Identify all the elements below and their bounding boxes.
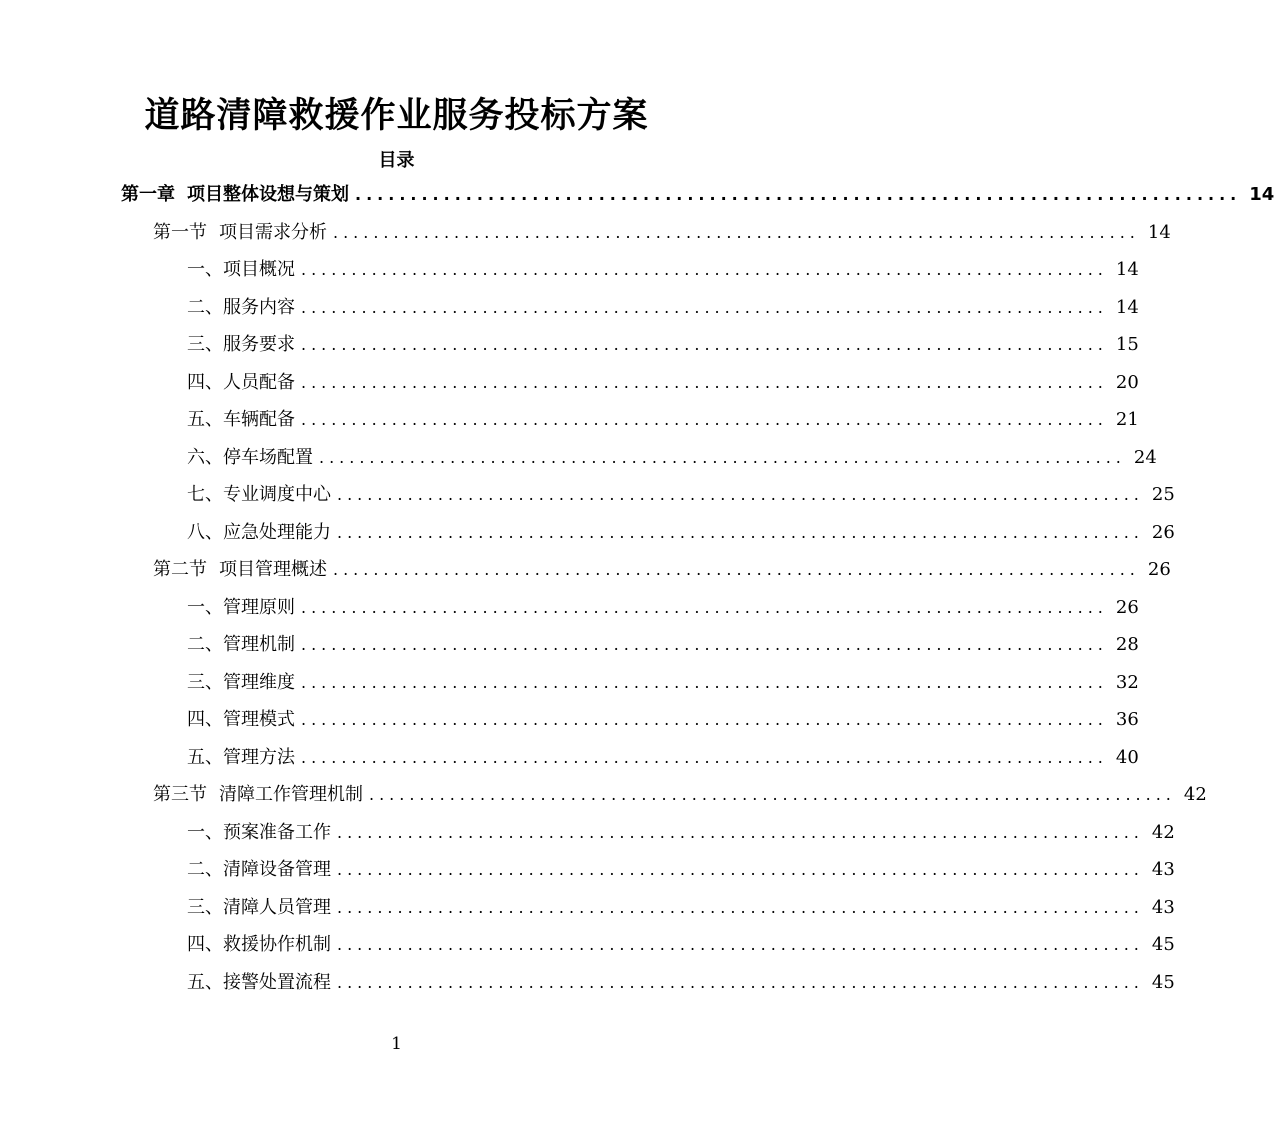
toc-leader-dots: ................................................................................ — [301, 260, 1108, 279]
toc-entry[interactable] — [187, 853, 1175, 887]
toc-entry-title: 四、人员配备 — [187, 371, 295, 393]
toc-entry-number: 第一章 — [121, 184, 175, 205]
toc-entry-title: 一、预案准备工作 — [187, 821, 331, 843]
toc-entry[interactable] — [187, 741, 1139, 775]
toc-leader-dots: ................................................................................ — [337, 860, 1144, 879]
toc-leader-dots: ................................................................................ — [355, 185, 1242, 204]
toc-leader-dots: ................................................................................ — [301, 597, 1108, 617]
toc-leader-dots: ................................................................................ — [337, 935, 1144, 954]
toc-entry-page: 45 — [1151, 934, 1175, 955]
toc-entry-title: 五、车辆配备 — [187, 409, 295, 430]
toc-entry-title: 二、清障设备管理 — [187, 859, 331, 880]
toc-entry[interactable] — [187, 591, 1139, 625]
toc-entry-title: 六、停车场配置 — [187, 446, 313, 468]
toc-entry-title: 八、应急处理能力 — [187, 521, 331, 543]
toc-heading: 目录 — [378, 150, 415, 171]
toc-entry-page: 26 — [1151, 521, 1175, 543]
toc-entry-title: 三、服务要求 — [187, 334, 295, 355]
toc-entry-title: 三、管理维度 — [187, 671, 295, 693]
toc-entry[interactable] — [187, 928, 1175, 962]
toc-entry[interactable] — [153, 778, 1207, 812]
toc-entry-page: 14 — [1115, 296, 1139, 318]
toc-leader-dots: ................................................................................ — [301, 747, 1108, 767]
toc-entry[interactable] — [187, 816, 1175, 850]
toc-entry[interactable] — [187, 966, 1175, 1000]
toc-entry-title: 项目需求分析 — [219, 221, 327, 243]
toc-entry-page: 26 — [1147, 559, 1171, 580]
toc-entry-page: 14 — [1115, 259, 1139, 280]
toc-entry[interactable] — [187, 478, 1175, 512]
page-number: 1 — [391, 1034, 402, 1054]
toc-entry-page: 15 — [1115, 334, 1139, 355]
toc-entry-page: 42 — [1183, 784, 1207, 805]
toc-entry-title: 二、管理机制 — [187, 634, 295, 655]
toc-leader-dots: ................................................................................ — [319, 447, 1126, 467]
toc-entry[interactable] — [187, 328, 1139, 362]
toc-entry-title: 四、管理模式 — [187, 709, 295, 730]
toc-entry-number: 第一节 — [153, 221, 207, 243]
toc-leader-dots: ................................................................................ — [333, 560, 1140, 579]
toc-entry-title: 二、服务内容 — [187, 296, 295, 318]
toc-entry[interactable] — [153, 553, 1171, 587]
toc-leader-dots: ................................................................................ — [301, 297, 1108, 317]
toc-entry[interactable] — [187, 666, 1139, 700]
toc-entry-page: 36 — [1115, 709, 1139, 730]
toc-entry-title: 三、清障人员管理 — [187, 896, 331, 918]
toc-leader-dots: ................................................................................ — [301, 672, 1108, 692]
toc-entry[interactable] — [187, 891, 1175, 925]
toc-entry[interactable] — [187, 441, 1157, 475]
toc-entry[interactable] — [153, 216, 1171, 250]
toc-entry-page: 26 — [1115, 596, 1139, 618]
toc-entry-page: 43 — [1151, 896, 1175, 918]
toc-entry-page: 24 — [1133, 446, 1157, 468]
toc-leader-dots: ................................................................................ — [369, 785, 1176, 804]
toc-entry-page: 25 — [1151, 484, 1175, 505]
toc-leader-dots: ................................................................................ — [301, 710, 1108, 729]
toc-entry[interactable] — [187, 703, 1139, 737]
toc-entry-title: 五、管理方法 — [187, 746, 295, 768]
toc-entry-title: 一、项目概况 — [187, 259, 295, 280]
toc-entry-title: 项目整体设想与策划 — [187, 184, 349, 205]
toc-entry-number: 第二节 — [153, 559, 207, 580]
toc-entry-page: 32 — [1115, 671, 1139, 693]
toc-entry[interactable] — [187, 366, 1139, 400]
toc-entry[interactable] — [121, 178, 1274, 212]
toc-leader-dots: ................................................................................ — [333, 222, 1140, 242]
toc-entry-title: 一、管理原则 — [187, 596, 295, 618]
toc-entry[interactable] — [187, 253, 1139, 287]
toc-entry-page: 14 — [1147, 221, 1171, 243]
toc-leader-dots: ................................................................................ — [301, 335, 1108, 354]
toc-entry-title: 七、专业调度中心 — [187, 484, 331, 505]
toc-entry-title: 清障工作管理机制 — [219, 784, 363, 805]
toc-leader-dots: ................................................................................ — [301, 635, 1108, 654]
toc-entry[interactable] — [187, 403, 1139, 437]
toc-entry-title: 五、接警处置流程 — [187, 971, 331, 993]
toc-entry-page: 20 — [1115, 371, 1139, 393]
toc-entry-page: 14 — [1249, 184, 1274, 205]
toc-entry-title: 项目管理概述 — [219, 559, 327, 580]
toc-entry-page: 28 — [1115, 634, 1139, 655]
toc-entry-title: 四、救援协作机制 — [187, 934, 331, 955]
toc-leader-dots: ................................................................................ — [337, 485, 1144, 504]
toc-leader-dots: ................................................................................ — [337, 522, 1144, 542]
toc-entry-page: 21 — [1115, 409, 1139, 430]
toc-entry[interactable] — [187, 628, 1139, 662]
toc-leader-dots: ................................................................................ — [301, 410, 1108, 429]
toc-leader-dots: ................................................................................ — [337, 822, 1144, 842]
toc-leader-dots: ................................................................................ — [301, 372, 1108, 392]
toc-entry[interactable] — [187, 516, 1175, 550]
toc-entry-page: 40 — [1115, 746, 1139, 768]
toc-entry-page: 43 — [1151, 859, 1175, 880]
toc-entry-page: 45 — [1151, 971, 1175, 993]
toc-leader-dots: ................................................................................ — [337, 972, 1144, 992]
toc-entry[interactable] — [187, 291, 1139, 325]
document-title: 道路清障救援作业服务投标方案 — [144, 96, 649, 136]
toc-leader-dots: ................................................................................ — [337, 897, 1144, 917]
toc-entry-page: 42 — [1151, 821, 1175, 843]
toc-entry-number: 第三节 — [153, 784, 207, 805]
